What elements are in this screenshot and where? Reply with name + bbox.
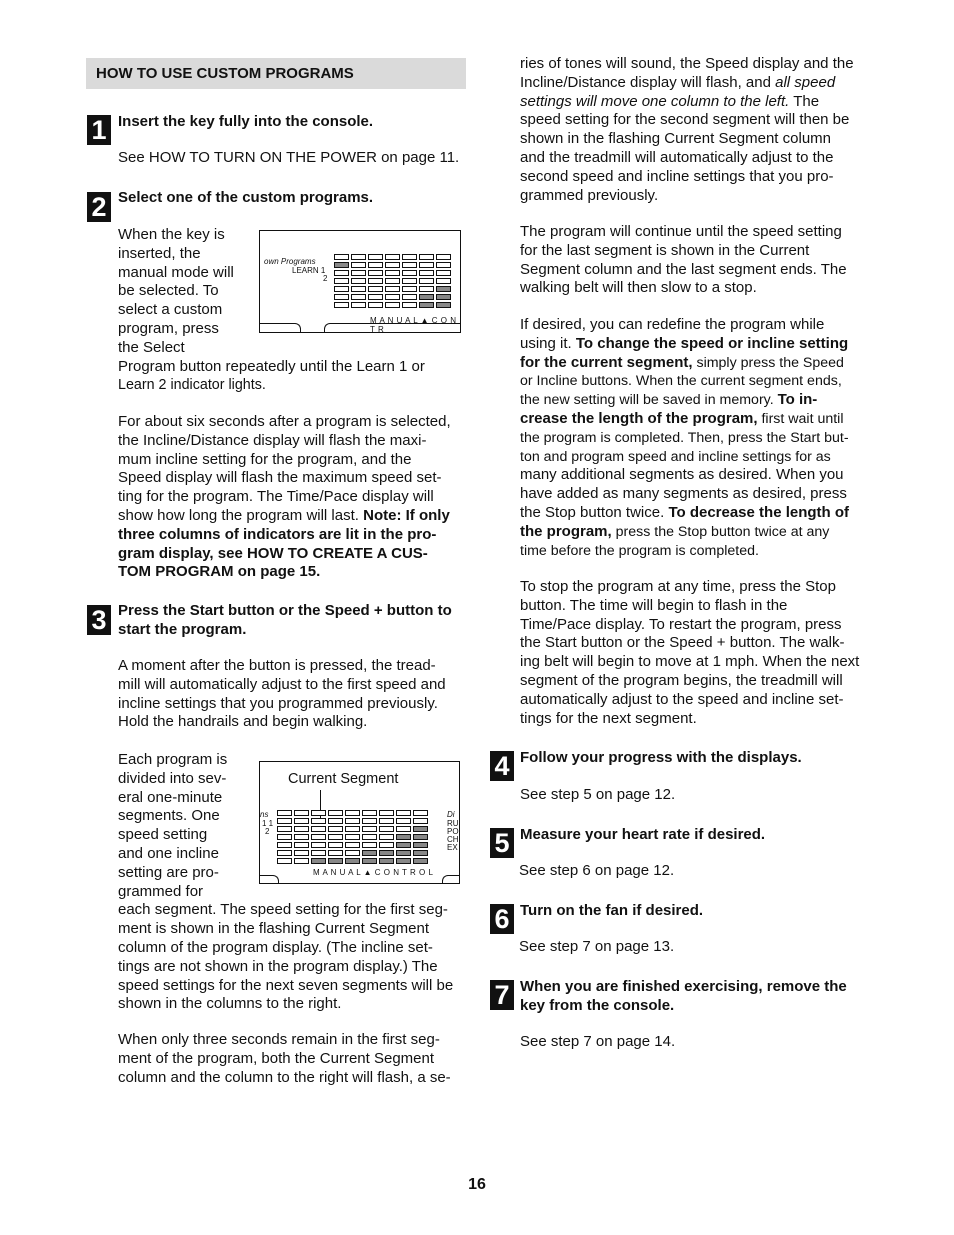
text-line [520, 391, 849, 410]
indicator-cell [362, 826, 377, 832]
step-title-3: Press the Start button or the Speed + button to start the program. [118, 602, 452, 638]
indicator-cell [379, 818, 394, 824]
indicator-cell [351, 302, 366, 308]
text-line: tings are not shown in the program display.) The [118, 957, 438, 975]
indicator-cell [379, 858, 394, 864]
italic-span: settings will move one column to the left. [520, 92, 790, 110]
step-number-4: 4 [490, 751, 514, 781]
step-title-5: Measure your heart rate if desired. [520, 826, 766, 843]
diagram-right-label: CH [447, 835, 459, 844]
text-line: TOM PROGRAM on page 15. [118, 563, 321, 581]
indicator-cell [385, 286, 400, 292]
indicator-cell [311, 826, 326, 832]
indicator-cell [294, 850, 309, 856]
text-line: Program button repeatedly until the Learn 1 or [118, 357, 425, 375]
indicator-cell [413, 818, 428, 824]
step2-paragraph2 [118, 413, 451, 582]
indicator-cell [413, 834, 428, 840]
step-title-2: Select one of the custom programs. [118, 189, 374, 206]
text-line: and one incline [118, 844, 219, 862]
text-line: program, press [118, 319, 219, 337]
indicator-cell [385, 262, 400, 268]
text-line: A moment after the button is pressed, the tread- [118, 657, 436, 674]
indicator-cell [294, 834, 309, 840]
indicator-cell [351, 262, 366, 268]
text-line: mill will automatically adjust to the first speed and [118, 675, 446, 693]
indicator-cell [396, 834, 411, 840]
diagram-tab [442, 875, 460, 884]
indicator-cell [436, 302, 451, 308]
indicator-cell [277, 834, 292, 840]
indicator-cell [413, 810, 428, 816]
indicator-cell [379, 834, 394, 840]
text-line: Segment column and the last segment ends. The [520, 260, 847, 278]
right-paragraph4 [520, 578, 859, 728]
text-line: the Incline/Distance display will flash the maxi- [118, 431, 427, 449]
indicator-cell [385, 254, 400, 260]
indicator-cell [379, 826, 394, 832]
diagram-right-label: PO [447, 827, 459, 836]
indicator-cell [419, 262, 434, 268]
text-line: ting for the program. The Time/Pace display will [118, 488, 434, 506]
indicator-cell [334, 254, 349, 260]
text-line [520, 335, 849, 354]
right-paragraph3 [520, 316, 849, 560]
diagram-left-label: ns [260, 810, 269, 819]
indicator-cell [419, 302, 434, 308]
indicator-cell [402, 302, 417, 308]
text-line: many additional segments as desired. When you [520, 466, 844, 484]
indicator-cell [379, 810, 394, 816]
right-paragraph1 [520, 55, 854, 205]
indicator-cell [351, 278, 366, 284]
indicator-cell [351, 270, 366, 276]
indicator-cell [419, 294, 434, 300]
indicator-cell [385, 294, 400, 300]
text-line: walking belt will then slow to a stop. [520, 279, 757, 297]
text-line: segments. One [118, 807, 220, 825]
step5-text: See step 6 on page 12. [519, 862, 675, 879]
indicator-cell [328, 858, 343, 864]
indicator-cell [362, 810, 377, 816]
text-line [520, 74, 854, 93]
indicator-cell [294, 826, 309, 832]
indicator-cell [402, 270, 417, 276]
indicator-cell [402, 262, 417, 268]
step-number-5: 5 [490, 828, 514, 858]
indicator-cell [311, 818, 326, 824]
indicator-cell [345, 818, 360, 824]
indicator-cell [368, 294, 383, 300]
indicator-cell [419, 278, 434, 284]
text-line: the program is completed. Then, press the Start but- [520, 429, 849, 446]
indicator-cell [334, 270, 349, 276]
text-line: Hold the handrails and begin walking. [118, 713, 368, 731]
text-span: show how long the program will last. [118, 506, 364, 524]
text-line: have added as many segments as desired, press [520, 485, 847, 503]
text-line: for the last segment is shown in the Current [520, 241, 810, 259]
text-line: shown in the columns to the right. [118, 995, 342, 1013]
indicator-cell [362, 858, 377, 864]
text-line: incline settings that you programmed previously. [118, 694, 438, 712]
indicator-cell [328, 818, 343, 824]
indicator-cell [379, 850, 394, 856]
bold-span: To in- [777, 391, 818, 409]
text-line: tings for the next segment. [520, 709, 697, 727]
note-bold: Note: If only [363, 506, 450, 524]
indicator-cell [277, 818, 292, 824]
text-line: three columns of indicators are lit in the pro- [118, 525, 437, 543]
indicator-cell [345, 842, 360, 848]
indicator-cell [402, 294, 417, 300]
text-line: ries of tones will sound, the Speed display and the [520, 55, 854, 72]
indicator-cell [311, 850, 326, 856]
indicator-cell [351, 294, 366, 300]
text-span: simply press the Speed [692, 354, 844, 371]
text-line [520, 410, 849, 429]
indicator-cell [345, 810, 360, 816]
indicator-cell [294, 810, 309, 816]
indicator-cell [402, 254, 417, 260]
indicator-cell [328, 842, 343, 848]
text-line: automatically adjust to the speed and incline set- [520, 690, 844, 708]
text-line: grammed for [118, 882, 204, 900]
text-span: The [789, 92, 820, 110]
indicator-cell [368, 286, 383, 292]
step6-text: See step 7 on page 13. [519, 938, 675, 955]
text-line: speed settings for the next seven segments will be [118, 976, 454, 994]
text-line: The program will continue until the speed setting [520, 223, 842, 240]
program-display-diagram-current-segment [259, 761, 460, 884]
indicator-cell [334, 262, 349, 268]
indicator-cell [328, 810, 343, 816]
text-line: each segment. The speed setting for the first seg- [118, 901, 448, 919]
indicator-cell [385, 278, 400, 284]
text-line [118, 507, 451, 526]
indicator-cell [436, 278, 451, 284]
bold-span: To decrease the length of [668, 503, 850, 521]
indicator-cell [294, 858, 309, 864]
text-line: Learn 2 indicator lights. [118, 377, 266, 394]
indicator-cell [328, 850, 343, 856]
text-line: be selected. To [118, 282, 219, 300]
indicator-cell [436, 254, 451, 260]
text-line: column of the program display. (The incline set- [118, 938, 433, 956]
text-line: If desired, you can redefine the program while [520, 316, 825, 333]
indicator-cell [396, 842, 411, 848]
text-line: and the treadmill will automatically adjust to the [520, 148, 834, 166]
text-span: the Stop button twice. [520, 503, 669, 521]
diagram-left-label: 2 [265, 827, 270, 836]
text-line: ing belt will begin to move at 1 mph. When the next [520, 653, 860, 671]
text-line [520, 504, 849, 523]
indicator-cell [368, 270, 383, 276]
text-line: For about six seconds after a program is selected, [118, 413, 451, 430]
indicator-cell [334, 278, 349, 284]
indicator-cell [351, 286, 366, 292]
text-line: ment of the program, both the Current Segment [118, 1049, 435, 1067]
text-span: the new setting will be saved in memory. [520, 392, 778, 409]
text-line: inserted, the [118, 244, 201, 262]
text-line: grammed previously. [520, 186, 659, 204]
diagram-right-label: EX [447, 843, 458, 852]
text-line: or Incline buttons. When the current segment ends, [520, 373, 842, 390]
indicator-cell [368, 302, 383, 308]
step-number-7: 7 [490, 980, 514, 1010]
diagram-left-label: 1 1 [262, 819, 274, 828]
text-line: column and the column to the right will flash, a se- [118, 1068, 451, 1086]
indicator-cell [328, 834, 343, 840]
step-title-6: Turn on the fan if desired. [520, 902, 704, 919]
indicator-cell [396, 858, 411, 864]
text-line: manual mode will [118, 263, 234, 281]
text-line [520, 523, 849, 542]
step3-paragraph3 [118, 1031, 451, 1087]
indicator-grid [334, 254, 451, 308]
indicator-cell [345, 826, 360, 832]
text-line: the Start button or the Speed + button. The walk- [520, 634, 845, 652]
diagram-bottom-label: M A N U A L ▲ C O N T R O L [313, 868, 434, 877]
text-line: Time/Pace display. To restart the program, press [520, 615, 842, 633]
indicator-cell [368, 254, 383, 260]
indicator-cell [436, 270, 451, 276]
indicator-cell [328, 826, 343, 832]
text-line: second speed and incline settings that you pro- [520, 167, 834, 185]
indicator-cell [436, 294, 451, 300]
text-line: ton and program speed and incline settings for as [520, 448, 831, 465]
indicator-cell [419, 254, 434, 260]
step4-text: See step 5 on page 12. [520, 786, 676, 803]
text-line: Each program is [118, 751, 228, 768]
page-number: 16 [468, 1176, 486, 1193]
indicator-cell [362, 842, 377, 848]
indicator-cell [413, 858, 428, 864]
indicator-cell [351, 254, 366, 260]
step7-text: See step 7 on page 14. [520, 1033, 676, 1050]
indicator-cell [362, 818, 377, 824]
italic-span: all speed [775, 73, 836, 91]
indicator-cell [385, 270, 400, 276]
indicator-cell [396, 810, 411, 816]
text-line: To stop the program at any time, press the Stop [520, 578, 836, 595]
diagram-label-programs: own Programs [264, 257, 316, 266]
text-span: Incline/Distance display will flash, and [520, 73, 776, 91]
indicator-cell [311, 834, 326, 840]
indicator-cell [385, 302, 400, 308]
indicator-cell [311, 810, 326, 816]
indicator-cell [345, 834, 360, 840]
step-title-1: Insert the key fully into the console. [118, 113, 374, 130]
text-line: shown in the flashing Current Segment column [520, 130, 832, 148]
diagram-label-learn1: LEARN 1 [292, 266, 326, 275]
diagram-tab [260, 875, 279, 884]
indicator-cell [419, 270, 434, 276]
indicator-cell [379, 842, 394, 848]
right-paragraph2 [520, 223, 847, 298]
diagram-tab [260, 323, 301, 333]
program-display-diagram-learn [259, 230, 461, 333]
indicator-cell [419, 286, 434, 292]
text-line: eral one-minute [118, 788, 223, 806]
text-span: using it. [520, 334, 576, 352]
indicator-cell [311, 842, 326, 848]
diagram-label-learn2: 2 [323, 274, 328, 283]
text-line [520, 93, 854, 112]
text-line: segment of the program begins, the treadmill will [520, 671, 843, 689]
indicator-cell [368, 262, 383, 268]
text-span: first wait until [757, 410, 844, 427]
step1-text: See HOW TO TURN ON THE POWER on page 11. [118, 149, 460, 166]
indicator-cell [334, 286, 349, 292]
indicator-cell [345, 850, 360, 856]
step-number-6: 6 [490, 904, 514, 934]
indicator-cell [396, 850, 411, 856]
current-segment-caption: Current Segment [288, 771, 399, 787]
diagram-right-label: Di [447, 810, 455, 819]
text-line: setting are pro- [118, 863, 219, 881]
indicator-cell [436, 286, 451, 292]
text-line: ment is shown in the flashing Current Segment [118, 920, 429, 938]
indicator-cell [362, 850, 377, 856]
indicator-cell [413, 850, 428, 856]
step-title-4: Follow your progress with the displays. [520, 749, 802, 766]
indicator-cell [396, 818, 411, 824]
indicator-cell [368, 278, 383, 284]
text-line: button. The time will begin to flash in the [520, 596, 788, 614]
step-number-1: 1 [87, 115, 111, 145]
text-line: speed setting [118, 826, 208, 844]
indicator-cell [294, 842, 309, 848]
bold-span: To change the speed or incline setting [575, 334, 849, 352]
indicator-cell [402, 278, 417, 284]
text-line: When the key is [118, 226, 225, 243]
text-line: time before the program is completed. [520, 542, 759, 559]
text-line [520, 354, 849, 373]
text-line: Speed display will flash the maximum speed set- [118, 469, 442, 487]
indicator-cell [396, 826, 411, 832]
indicator-cell [413, 826, 428, 832]
indicator-cell [277, 850, 292, 856]
indicator-cell [294, 818, 309, 824]
indicator-cell [277, 810, 292, 816]
step-number-3: 3 [87, 605, 111, 635]
section-header [86, 58, 466, 89]
indicator-cell [402, 286, 417, 292]
step-number-2: 2 [87, 192, 111, 222]
indicator-cell [345, 858, 360, 864]
text-line: mum incline setting for the program, and the [118, 450, 412, 468]
bold-span: the program, [520, 522, 612, 540]
indicator-cell [362, 834, 377, 840]
text-line: divided into sev- [118, 769, 227, 787]
text-line: gram display, see HOW TO CREATE A CUS- [118, 544, 428, 562]
step-title-7: When you are finished exercising, remove the key from the console. [520, 978, 847, 1014]
indicator-grid [277, 810, 428, 864]
indicator-cell [311, 858, 326, 864]
text-line: select a custom [118, 301, 223, 319]
step3-paragraph1 [118, 657, 446, 732]
indicator-cell [413, 842, 428, 848]
text-line: speed setting for the second segment will then be [520, 111, 850, 129]
bold-span: crease the length of the program, [520, 409, 758, 427]
section-title: HOW TO USE CUSTOM PROGRAMS [96, 65, 354, 82]
text-line: When only three seconds remain in the first seg- [118, 1031, 440, 1048]
indicator-cell [277, 842, 292, 848]
indicator-cell [334, 302, 349, 308]
text-span: press the Stop button twice at any [611, 523, 830, 540]
diagram-right-label: RU [447, 819, 459, 828]
text-line: the Select [118, 338, 185, 356]
indicator-cell [277, 858, 292, 864]
indicator-cell [277, 826, 292, 832]
diagram-tab [324, 323, 461, 333]
indicator-cell [334, 294, 349, 300]
indicator-cell [436, 262, 451, 268]
bold-span: for the current segment, [520, 353, 693, 371]
diagram-bottom-label: M A N U A L ▲ C O N T R [370, 316, 457, 333]
